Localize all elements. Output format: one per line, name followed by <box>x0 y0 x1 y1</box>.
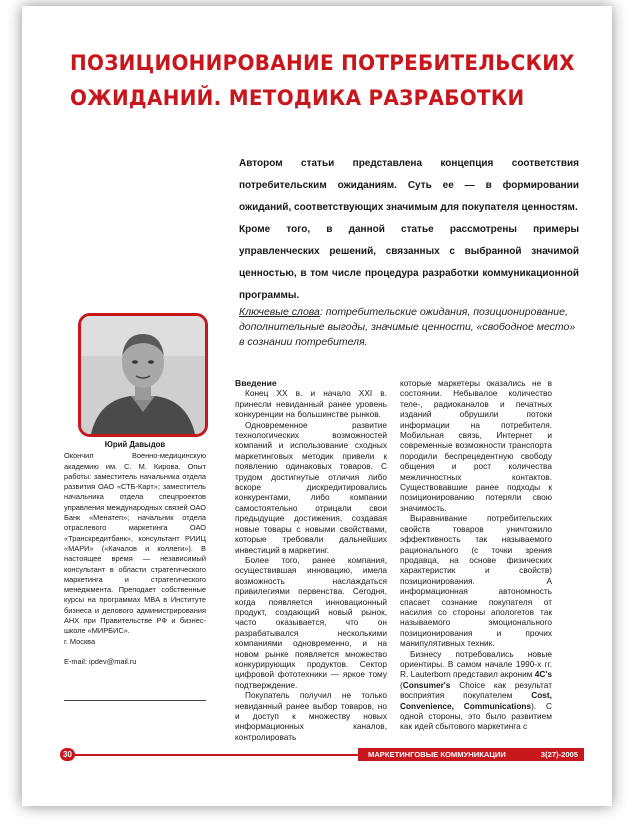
author-portrait-icon <box>81 316 205 434</box>
text-run: ( <box>400 679 403 690</box>
author-city: г. Москва <box>64 636 96 646</box>
footer-banner <box>358 748 584 761</box>
keywords-text: : потребительские ожидания, позиционирование, дополнительные выгоды, значимые ценности, «свободное место» в сознании потребителя. <box>239 306 576 348</box>
keywords <box>239 305 579 350</box>
consumer-term: Consumer's <box>402 679 451 690</box>
paragraph: Конец XX в. и начало XXI в. принесли невиданный ранее уровень конкуренции на большинстве рынков. <box>235 388 387 420</box>
paragraph: Покупатель получил не только невиданный ранее выбор товаров, но и доступ к множеству новых информационных каналов, контролировать <box>235 690 387 742</box>
author-photo <box>78 313 208 437</box>
magazine-page <box>22 6 612 806</box>
author-email: E-mail: ipdev@mail.ru <box>64 656 137 666</box>
article-title <box>70 46 575 116</box>
paragraph: Выравнивание потребительских свойств товаров уничтожило эффективность так называемого рационального (с точки зрения продавца, на основе физических характеристик и свойств) позиционирования. А информационная автономность спасает сознание покупателя от насилия со стороны апологетов так называемого эмоционального позиционирования и прочих манипулятивных техник. <box>400 513 552 649</box>
article-abstract <box>239 153 579 307</box>
abstract-paragraph-2: Кроме того, в данной статье рассмотрены примеры управленческих решений, связанных с выбранной значимой ценностью, в том числе процедура разработки коммуникационной программы. <box>239 224 579 301</box>
issue-number: 3(27)-2005 <box>540 750 578 759</box>
section-heading: Введение <box>235 378 277 388</box>
article-title-line-2: ОЖИДАНИЙ. МЕТОДИКА РАЗРАБОТКИ <box>70 86 525 110</box>
abstract-paragraph-1: Автором статьи представлена концепция соответствия потребительским ожиданиям. Суть ее — в формировании ожиданий, соответствующих значимым для покупателя ценностям. <box>239 158 579 213</box>
text-column-1 <box>235 378 387 742</box>
article-title-line-1: ПОЗИЦИОНИРОВАНИЕ ПОТРЕБИТЕЛЬСКИХ <box>70 51 575 75</box>
paragraph: Одновременное развитие технологических возможностей компаний и использование сходных маркетинговых методик привели к появлению одинаковых товаров. С трудом достигнутые отличия либо вскоре дискредитировались конкурентами, либо компании самостоятельно отрицали свои предыдущие достижения, создавая новые товары с новыми свойствами, которые требовали дальнейших инвестиций в маркетинг. <box>235 419 387 555</box>
text-run: Бизнесу потребовались новые ориентиры. В самом начале 1990-х гг. R. Lauterborn представил акроним <box>400 648 552 680</box>
paragraph: Более того, ранее компания, осуществившая инновацию, имела возможность наслаждаться привилегиями первенства. Сегодня, когда появляется инновационный продукт, создающий новый рынок, часто оказывается, что он разрабатывался несколькими компаниями одновременно, и на новом рынке появляется множество конкурирующих продуктов. Сектор цифровой фототехники — яркое тому подтверждение. <box>235 554 387 690</box>
keywords-label: Ключевые слова <box>239 306 320 318</box>
paragraph: которые маркетеры оказались не в состоянии. Небывалое количество теле-, радиоканалов и печатных изданий обрушили потоки информации на потребителя. Мобильная связь, Интернет и современные возможности транспорта породили беспрецедентную свободу общения и рост количества межличностных контактов. Существовавшие ранее подходы к позиционированию потеряли свою значимость. <box>400 378 552 513</box>
cce-terms: Cost, Convenience, Communications <box>400 690 552 711</box>
magazine-name: МАРКЕТИНГОВЫЕ КОММУНИКАЦИИ <box>368 750 506 759</box>
author-bio: Окончил Военно-медицинскую академию им. С. М. Кирова. Опыт работы: заместитель начальника отдела развития ОАО «СТБ-Карт»; заместитель начальника отдела спецпроектов управления международных связей ОАО Банк «Менатеп»; начальник отдела отраслевого маркетинга ОАО «Транскредитбанк», консультант РИИЦ «МАРИ» («Качалов и коллеги»). В настоящее время — независимый консультант в области стратегического маркетинга и стратегического менеджмента. Преподает собственные курсы на программах MBA в Институте бизнеса и делового администрирования АНХ при Правительстве РФ и бизнес-школе «МИРБИС». <box>64 451 206 636</box>
text-run: ). С одной стороны, это было развитием как идей сбытового маркетинга с <box>400 700 552 732</box>
author-separator <box>64 700 206 701</box>
acronym-4cs: 4C's <box>534 669 552 680</box>
paragraph-lauterborn <box>400 649 552 732</box>
page-number-badge: 30 <box>60 748 75 761</box>
author-info <box>64 440 206 667</box>
text-column-2 <box>400 378 552 732</box>
text-run: Choice как результат восприятия покупателем <box>400 679 552 701</box>
author-name: Юрий Давыдов <box>104 440 166 449</box>
